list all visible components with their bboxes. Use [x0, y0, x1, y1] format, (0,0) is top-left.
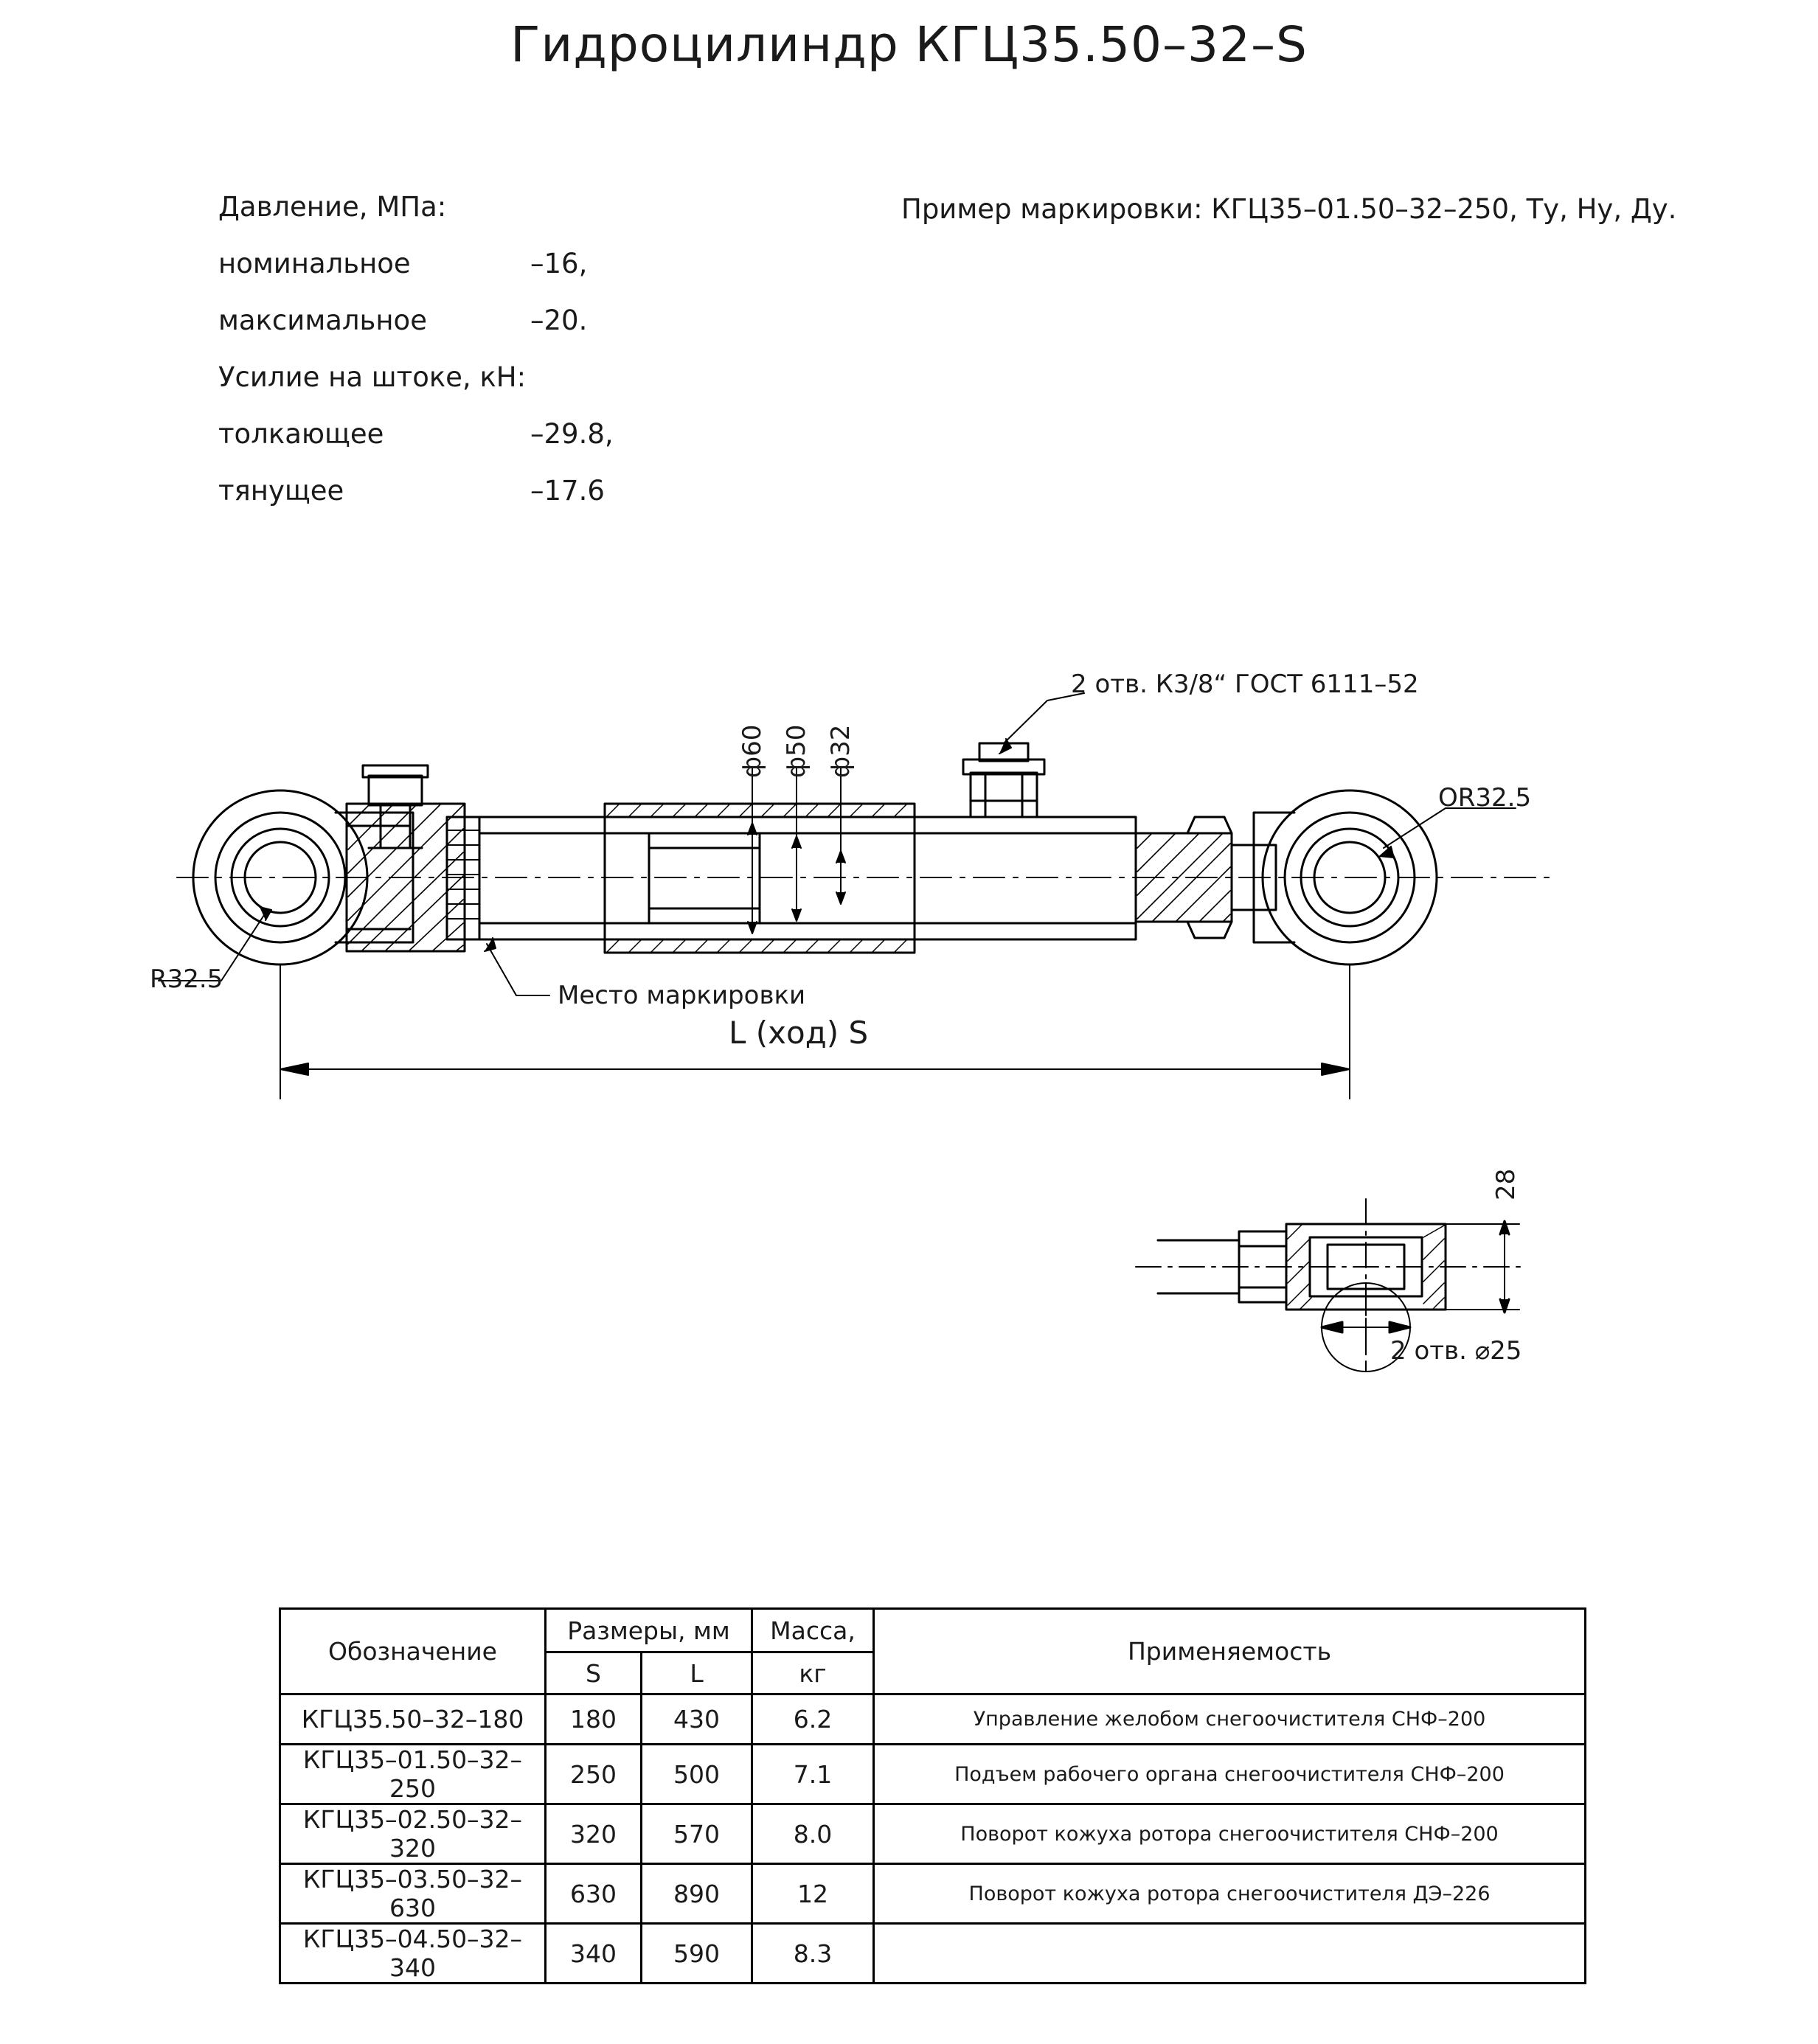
port-callout-leader: [999, 693, 1084, 754]
spec-row: [218, 193, 735, 250]
header-s: S: [546, 1652, 642, 1694]
spec-label: номинальное: [218, 248, 411, 279]
dim-d50-label: ф50: [782, 724, 811, 778]
cell-designation: КГЦ35.50–32–180: [280, 1694, 546, 1745]
spec-label: максимальное: [218, 305, 427, 336]
table-header-row: [280, 1609, 1586, 1652]
cell-l: 500: [642, 1745, 752, 1804]
table-row: [280, 1804, 1586, 1864]
spec-value: –29.8,: [530, 418, 614, 450]
spec-row: [218, 250, 735, 307]
cell-mass: 7.1: [752, 1745, 874, 1804]
header-applicability: Применяемость: [874, 1609, 1586, 1694]
marking-place-leader: [485, 938, 549, 995]
marking-place-label: Место маркировки: [558, 981, 806, 1010]
cell-l: 430: [642, 1694, 752, 1745]
cell-s: 340: [546, 1924, 642, 1984]
cell-mass: 8.3: [752, 1924, 874, 1984]
dim-d60-label: ф60: [738, 724, 767, 778]
spec-value: –20.: [530, 305, 588, 336]
header-mass-bottom: кг: [752, 1652, 874, 1694]
radius-left-label: R32.5: [150, 964, 223, 994]
header-designation: Обозначение: [280, 1609, 546, 1694]
specification-table: [279, 1607, 1586, 1984]
cell-l: 890: [642, 1864, 752, 1924]
spec-label: толкающее: [218, 418, 384, 450]
table-row: [280, 1745, 1586, 1804]
header-mass-top: Масса,: [752, 1609, 874, 1652]
cell-applicability: Управление желобом снегоочистителя СНФ–200: [874, 1694, 1586, 1745]
cell-designation: КГЦ35–02.50–32–320: [280, 1804, 546, 1864]
cell-l: 590: [642, 1924, 752, 1984]
cell-s: 180: [546, 1694, 642, 1745]
spec-value: –16,: [530, 248, 588, 279]
spec-row: [218, 361, 735, 420]
cell-s: 630: [546, 1864, 642, 1924]
cell-mass: 6.2: [752, 1694, 874, 1745]
port-callout-label: 2 отв. К3/8“ ГОСТ 6111–52: [1071, 670, 1419, 699]
marking-example-text: Пример маркировки: КГЦ35–01.50–32–250, Ту, Ну, Ду.: [901, 193, 1677, 225]
cell-s: 320: [546, 1804, 642, 1864]
radius-right-label: OR32.5: [1438, 783, 1532, 813]
cell-designation: КГЦ35–03.50–32–630: [280, 1864, 546, 1924]
dim-d32-label: ф32: [826, 724, 856, 778]
cell-mass: 8.0: [752, 1804, 874, 1864]
spec-label: тянущее: [218, 475, 344, 507]
cell-designation: КГЦ35–01.50–32–250: [280, 1745, 546, 1804]
diameter-dimensions: [748, 767, 845, 934]
spec-label: Давление, МПа:: [218, 191, 447, 223]
cylinder-drawing-svg: [0, 583, 1818, 1408]
cell-designation: КГЦ35–04.50–32–340: [280, 1924, 546, 1984]
detail-dim-28-label: 28: [1491, 1168, 1521, 1200]
cell-applicability: [874, 1924, 1586, 1984]
cell-applicability: Подъем рабочего органа снегоочистителя СНФ–200: [874, 1745, 1586, 1804]
cell-applicability: Поворот кожуха ротора снегоочистителя ДЭ–226: [874, 1864, 1586, 1924]
detail-holes-label: 2 отв. ⌀25: [1390, 1336, 1522, 1366]
spec-label: Усилие на штоке, кН:: [218, 361, 527, 393]
spec-row: [218, 477, 735, 534]
table-row: [280, 1694, 1586, 1745]
table-row: [280, 1864, 1586, 1924]
technical-drawing: [0, 583, 1818, 1408]
cell-applicability: Поворот кожуха ротора снегоочистителя СНФ–200: [874, 1804, 1586, 1864]
overall-length-label: L (ход) S: [729, 1015, 869, 1051]
specification-table-wrapper: [279, 1607, 1584, 1984]
specification-block: [218, 193, 735, 534]
cell-s: 250: [546, 1745, 642, 1804]
header-sizes: Размеры, мм: [546, 1609, 752, 1652]
port-fitting-right: [963, 743, 1044, 817]
page-title: Гидроцилиндр КГЦ35.50–32–S: [510, 16, 1308, 73]
header-l: L: [642, 1652, 752, 1694]
table-row: [280, 1924, 1586, 1984]
spec-row: [218, 420, 735, 477]
spec-value: –17.6: [530, 475, 605, 507]
spec-row: [218, 307, 735, 364]
cell-l: 570: [642, 1804, 752, 1864]
cell-mass: 12: [752, 1864, 874, 1924]
